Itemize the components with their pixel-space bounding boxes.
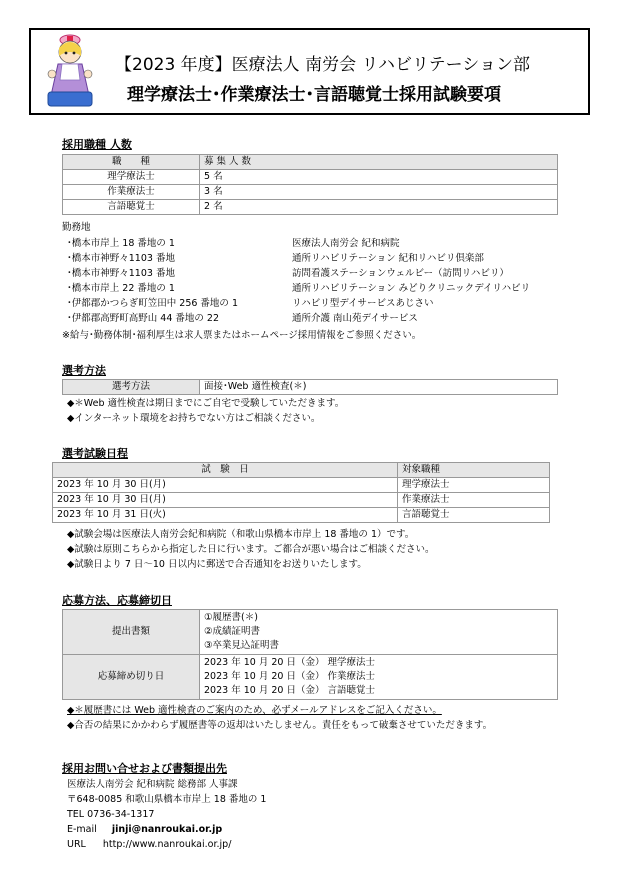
doc-item: ③卒業見込証明書 bbox=[204, 640, 280, 651]
contact-block bbox=[67, 777, 266, 852]
date-cell: 2023 年 10 月 31 日(火) bbox=[53, 508, 398, 523]
email-link[interactable]: jinji@nanroukai.or.jp bbox=[111, 824, 223, 835]
note-line: ◆試験日より 7 日～10 日以内に郵送で合否通知をお送りいたします。 bbox=[67, 559, 367, 570]
doc-item: ①履歴書(＊) bbox=[204, 612, 258, 623]
schedule-table bbox=[52, 462, 550, 523]
doc-item: ②成績証明書 bbox=[204, 626, 261, 637]
col-date-header: 試 験 日 bbox=[53, 463, 398, 478]
application-notes bbox=[67, 703, 492, 733]
note-line: ◆＊Web 適性検査は期日までにご自宅で受験していただきます。 bbox=[67, 398, 345, 409]
contact-address: 〒648-0085 和歌山県橋本市岸上 18 番地の 1 bbox=[67, 794, 267, 805]
workplace-name: 通所リハビリテーション みどりクリニックデイリハビリ bbox=[292, 283, 531, 294]
count-cell: 3 名 bbox=[200, 185, 558, 200]
workplace-name: リハビリ型デイサービスあじさい bbox=[292, 298, 434, 309]
title-line-2: 理学療法士･作業療法士･言語聴覚士採用試験要項 bbox=[127, 85, 501, 105]
docs-cell bbox=[200, 610, 558, 655]
url-label: URL bbox=[67, 839, 86, 850]
job-cell: 作業療法士 bbox=[398, 493, 550, 508]
table-header-row bbox=[63, 155, 558, 170]
selection-label-cell: 選考方法 bbox=[63, 380, 200, 395]
workplace-address: ･橋本市岸上 22 番地の 1 bbox=[67, 283, 175, 294]
deadline-cell bbox=[200, 655, 558, 700]
workplace-name: 医療法人南労会 紀和病院 bbox=[292, 238, 400, 249]
workplace-name: 訪問看護ステーションウェルビー（訪問リハビリ） bbox=[292, 268, 509, 279]
selection-notes bbox=[67, 396, 344, 426]
note-line: ◆インターネット環境をお持ちでない方はご相談ください。 bbox=[67, 413, 321, 424]
workplace-address: ･伊都郡高野町高野山 44 番地の 22 bbox=[67, 313, 219, 324]
selection-heading: 選考方法 bbox=[62, 364, 106, 377]
deadline-item: 2023 年 10 月 20 日（金） 作業療法士 bbox=[204, 671, 375, 682]
application-heading: 応募方法、応募締切日 bbox=[62, 594, 172, 607]
recruit-note: ※給与･勤務体制･福利厚生は求人票またはホームページ採用情報をご参照ください。 bbox=[62, 330, 422, 341]
col-job-header: 対象職種 bbox=[398, 463, 550, 478]
table-row bbox=[63, 610, 558, 655]
selection-value-cell: 面接･Web 適性検査(＊) bbox=[200, 380, 558, 395]
workplace-label: 勤務地 bbox=[62, 222, 91, 233]
table-row bbox=[53, 493, 550, 508]
contact-url-row bbox=[67, 837, 266, 852]
count-cell: 2 名 bbox=[200, 200, 558, 215]
workplace-address: ･橋本市岸上 18 番地の 1 bbox=[67, 238, 175, 249]
table-row bbox=[63, 185, 558, 200]
contact-email-row bbox=[67, 822, 266, 837]
deadline-label-cell: 応募締め切り日 bbox=[63, 655, 200, 700]
recruit-table bbox=[62, 154, 558, 215]
deadline-item: 2023 年 10 月 20 日（金） 理学療法士 bbox=[204, 657, 375, 668]
contact-tel: TEL 0736-34-1317 bbox=[67, 809, 155, 820]
application-table bbox=[62, 609, 558, 700]
url-link[interactable]: http://www.nanroukai.or.jp/ bbox=[102, 839, 232, 850]
table-row bbox=[63, 170, 558, 185]
docs-label-cell: 提出書類 bbox=[63, 610, 200, 655]
workplace-name: 通所リハビリテーション 紀和リハビリ倶楽部 bbox=[292, 253, 484, 264]
table-row bbox=[53, 478, 550, 493]
note-line: ◆試験は原則こちらから指定した日に行います。ご都合が悪い場合はご相談ください。 bbox=[67, 544, 435, 555]
title-line-1: 【2023 年度】医療法人 南労会 リハビリテーション部 bbox=[115, 55, 530, 75]
date-cell: 2023 年 10 月 30 日(月) bbox=[53, 478, 398, 493]
recruit-heading: 採用職種 人数 bbox=[62, 138, 132, 151]
workplace-address-list bbox=[67, 236, 238, 326]
job-cell: 言語聴覚士 bbox=[398, 508, 550, 523]
col-job-header: 職 種 bbox=[63, 155, 200, 170]
selection-table bbox=[62, 379, 558, 395]
job-cell: 作業療法士 bbox=[63, 185, 200, 200]
note-line: ◆合否の結果にかかわらず履歴書等の返却はいたしません。責任をもって破棄させていただきます。 bbox=[67, 720, 493, 731]
workplace-name-list bbox=[292, 236, 530, 326]
workplace-name: 通所介護 南山苑デイサービス bbox=[292, 313, 418, 324]
schedule-notes bbox=[67, 527, 435, 572]
date-cell: 2023 年 10 月 30 日(月) bbox=[53, 493, 398, 508]
workplace-address: ･橋本市神野々1103 番地 bbox=[67, 268, 175, 279]
deadline-item: 2023 年 10 月 20 日（金） 言語聴覚士 bbox=[204, 685, 375, 696]
job-cell: 言語聴覚士 bbox=[63, 200, 200, 215]
note-line: ◆＊履歴書には Web 適性検査のご案内のため、必ずメールアドレスをご記入ください。 bbox=[67, 705, 442, 716]
table-row bbox=[63, 655, 558, 700]
col-count-header: 募 集 人 数 bbox=[200, 155, 558, 170]
table-row bbox=[53, 508, 550, 523]
workplace-address: ･橋本市神野々1103 番地 bbox=[67, 253, 175, 264]
table-header-row bbox=[53, 463, 550, 478]
note-line: ◆試験会場は医療法人南労会紀和病院（和歌山県橋本市岸上 18 番地の 1）です。 bbox=[67, 529, 415, 540]
table-row bbox=[63, 200, 558, 215]
contact-heading: 採用お問い合せおよび書類提出先 bbox=[62, 762, 227, 775]
workplace-address: ･伊都郡かつらぎ町笠田中 256 番地の 1 bbox=[67, 298, 238, 309]
schedule-heading: 選考試験日程 bbox=[62, 447, 128, 460]
mascot-illustration bbox=[40, 34, 100, 108]
contact-org: 医療法人南労会 紀和病院 総務部 人事課 bbox=[67, 779, 238, 790]
job-cell: 理学療法士 bbox=[398, 478, 550, 493]
table-row bbox=[63, 380, 558, 395]
count-cell: 5 名 bbox=[200, 170, 558, 185]
email-label: E-mail bbox=[67, 824, 97, 835]
job-cell: 理学療法士 bbox=[63, 170, 200, 185]
